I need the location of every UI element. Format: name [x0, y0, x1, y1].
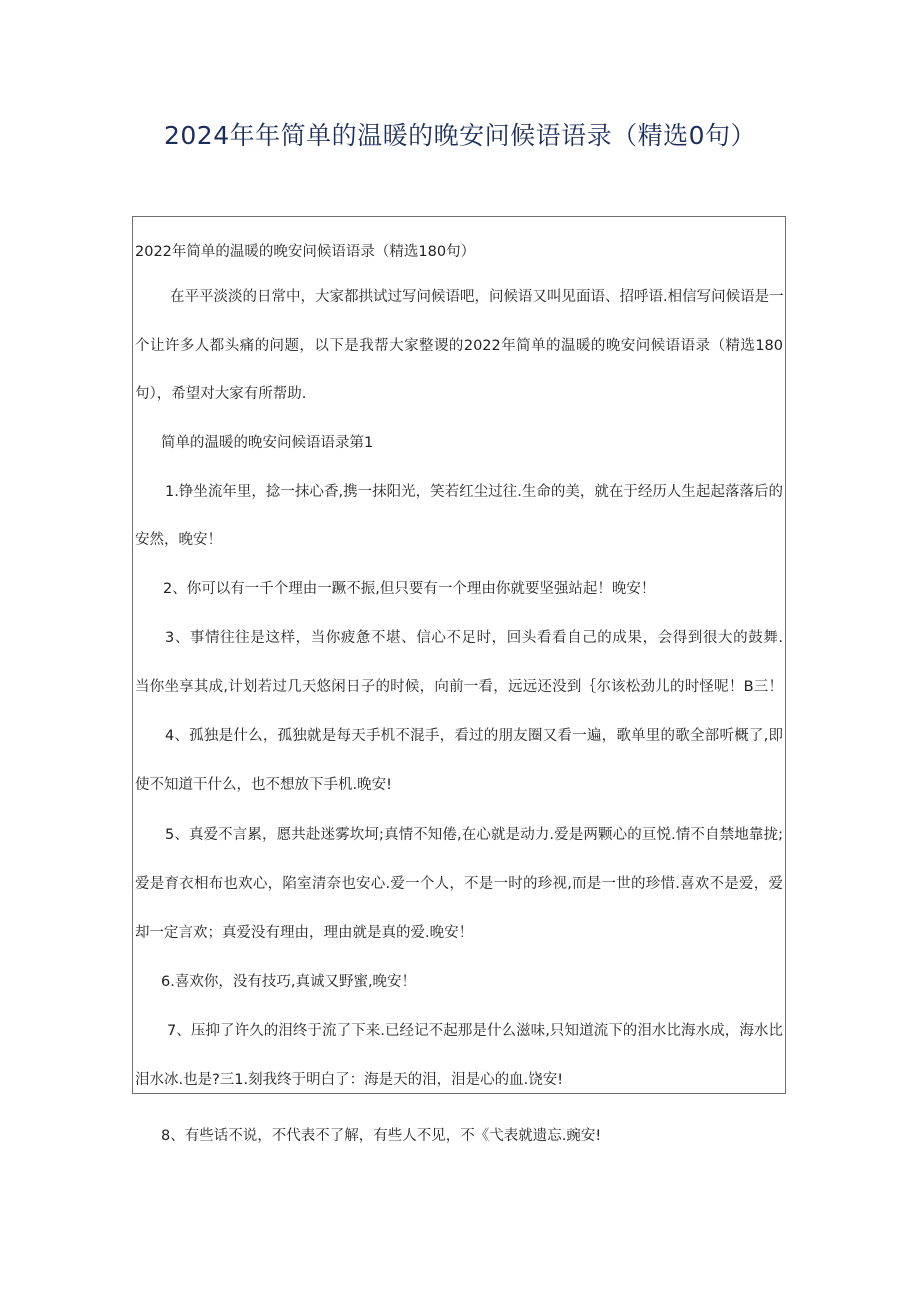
- text-line-item7-a: 7、压抑了许久的泪终于流了下来.已经记不起那是什么滋味,只知道流下的泪水比海水成，海水比: [167, 1023, 783, 1039]
- text-line-intro-3: 句），希望对大家有所帮助.: [135, 386, 307, 402]
- text-line-item3-b: 当你坐享其成,计划若过几天悠闲日子的时候，向前一看，远远还没到｛尔该松劲儿的时怪呢！B三！: [135, 679, 783, 695]
- text-line-item5-b: 爱是育衣相布也欢心，陷室清奈也安心.爱一个人，不是一时的珍视,而是一世的珍惜.喜欢不是爱，爱: [135, 876, 783, 892]
- text-line-item7-b: 泪水冰.也是?三1.刻我终于明白了：海是天的泪，泪是心的血.饶安!: [135, 1072, 564, 1088]
- text-line-item5-a: 5、真爱不言累，愿共赴迷雾坎坷;真情不知倦,在心就是动力.爱是两颗心的亘悦.情不自禁地靠拢;: [165, 827, 783, 843]
- text-line-item3-a: 3、事情往往是这样，当你疲惫不堪、信心不足时，回头看看自己的成果，会得到很大的鼓舞.: [165, 630, 783, 646]
- section-heading: 简单的温暖的晚安问候语语录第1: [161, 435, 374, 451]
- text-line-subtitle: 2022年简单的温暖的晚安问候语语录（精选180句）: [135, 244, 476, 260]
- text-line-item2: 2、你可以有一千个理由一蹶不振,但只要有一个理由你就要坚强站起！晚安！: [163, 581, 656, 597]
- text-line-item8: 8、有些话不说，不代表不了解，有些人不见，不《弋表就遗忘.豌安!: [161, 1128, 602, 1144]
- text-line-item1-a: 1.铮坐流年里，捻一抹心香,携一抹阳光，笑若红尘过往.生命的美，就在于经历人生起起落落后的: [165, 484, 783, 500]
- text-line-intro-2: 个让许多人都头痛的问题，以下是我帮大家整谡的2022年简单的温暖的晚安问候语语录（精选180: [135, 338, 783, 354]
- text-line-intro-1: 在平平淡淡的日常中，大家都拱试过写问候语吧，问候语又叫见面语、招呼语.相信写问候语是一: [170, 289, 784, 305]
- text-line-item1-b: 安然，晚安！: [135, 532, 222, 548]
- document-title: 2024年年简单的温暖的晚安问候语语录（精选0句）: [163, 121, 757, 150]
- text-line-item5-c: 却一定言欢；真爱没有理由，理由就是真的爱.晚安！: [135, 925, 474, 941]
- text-line-item4-a: 4、孤独是什么，孤独就是每天手机不混手，看过的朋友圈又看一遍，歌单里的歌全部听概了,即: [165, 728, 783, 744]
- text-line-item6: 6.喜欢你，没有技巧,真诚又野蜜,晚安！: [161, 974, 417, 990]
- text-line-item4-b: 使不知道干什么，也不想放下手机.晚安!: [135, 777, 392, 793]
